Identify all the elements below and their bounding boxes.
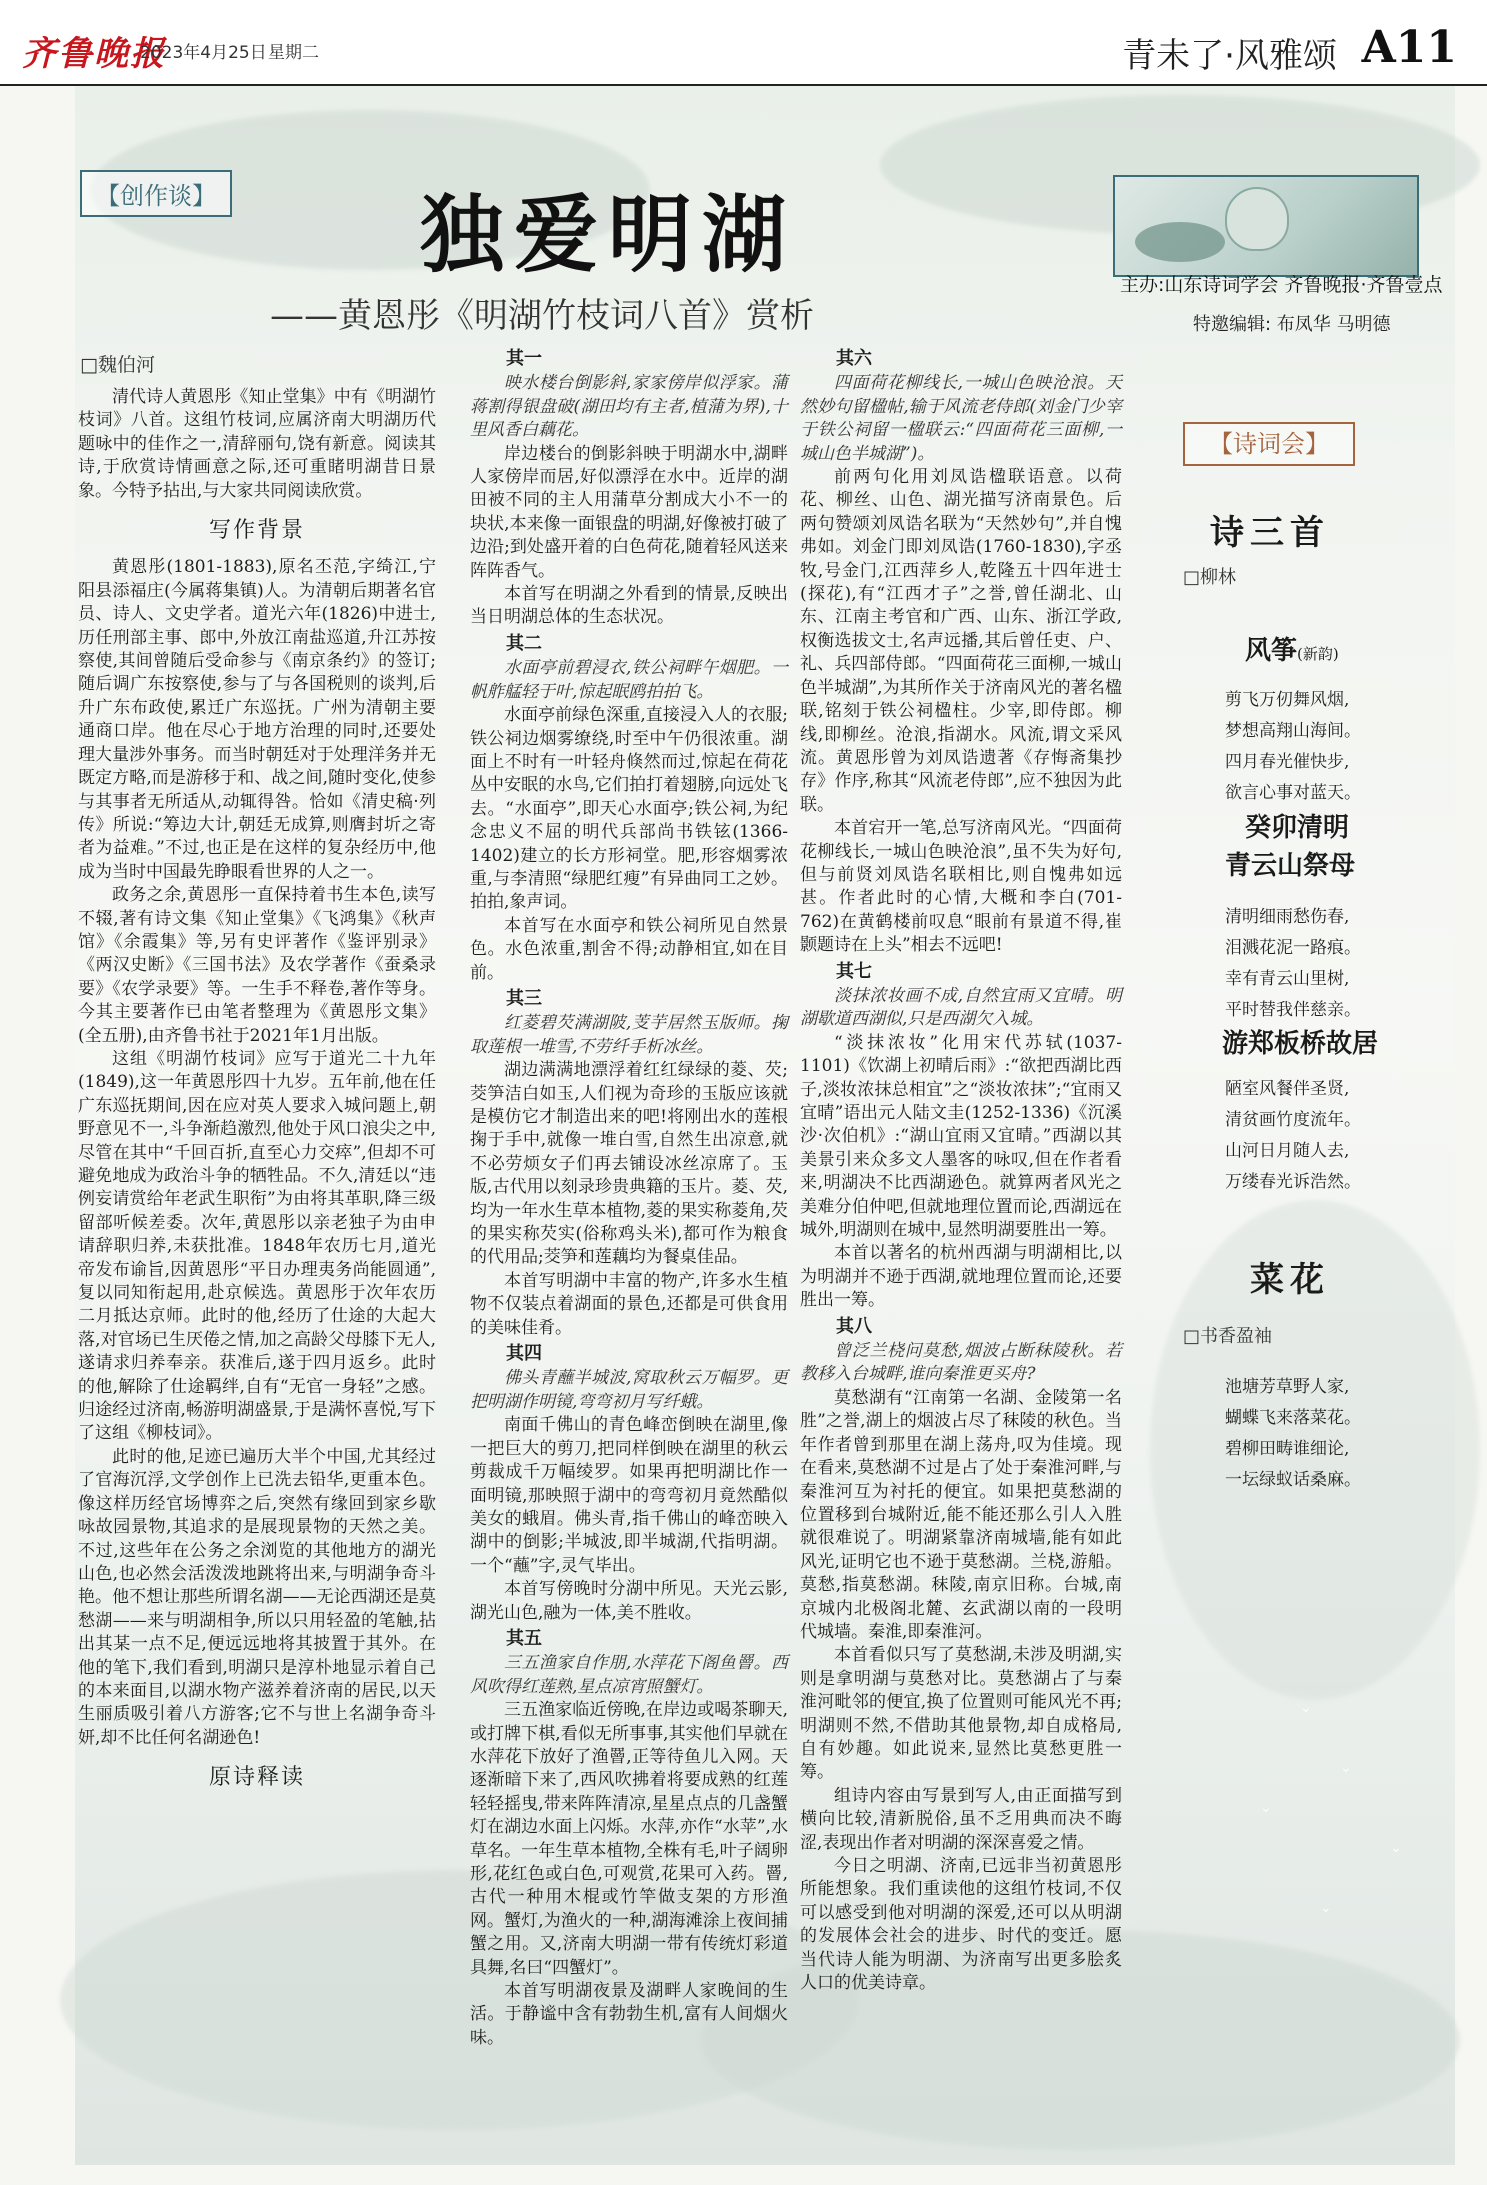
poem-line: 泪溅花泥一路痕。 <box>1225 938 1361 958</box>
paragraph: 本首以著名的杭州西湖与明湖相比,以为明湖并不逊于西湖,就地理位置而论,还要胜出一筹。 <box>800 1243 1122 1311</box>
page-number: A11 <box>1361 22 1457 73</box>
poem-number: 其五 <box>506 1627 542 1649</box>
bird-icon: ⌄ <box>1260 1800 1272 1816</box>
poem-group-author: □柳林 <box>1183 567 1237 588</box>
paragraph: 今日之明湖、济南,已远非当初黄恩彤所能想象。我们重读他的这组竹枝词,不仅可以感受到他对明湖的深爱,还可以从明湖的发展体会社会的进步、时代的变迁。愿当代诗人能为明湖、为济南写出更多脍炙人口的优美诗章。 <box>800 1856 1122 1994</box>
paragraph: 前两句化用刘凤诰楹联语意。以荷花、柳丝、山色、湖光描写济南景色。后两句赞颂刘凤诰名联为“天然妙句”,并自愧弗如。刘金门即刘凤诰(1760-1830),字丞牧,号金门,江西萍乡人,乾隆五十四年进士(探花),有“江西才子”之誉,曾任湖北、山东、江南主考官和广西、山东、浙江学政,权衡选拔文士,名声远播,其后曾任吏、户、礼、兵四部侍郎。“四面荷花三面柳,一城山色半城湖”,为其所作关于济南风光的著名楹联,铭刻于铁公祠楹柱。少宰,即侍郎。柳线,即柳丝。沧浪,指湖水。风流,谓文采风流。黄恩彤曾为刘凤诰遗著《存悔斋集抄存》作序,称其“风流老侍郎”,应不独因为此联。 <box>800 467 1122 815</box>
poem-caihua-author: □书香盈袖 <box>1183 1326 1273 1347</box>
poem-title-qingming-b: 青云山祭母 <box>1225 851 1356 881</box>
paragraph: 本首看似只写了莫愁湖,未涉及明湖,实则是拿明湖与莫愁对比。莫愁湖占了与秦淮河毗邻的便宜,换了位置则可能风光不再;明湖则不然,不借助其他景物,却自成格局,自有妙趣。如此说来,显然比莫愁更胜一筹。 <box>800 1645 1122 1783</box>
poem-number: 其八 <box>836 1315 872 1337</box>
column-tag: 【创作谈】 <box>80 170 232 217</box>
poem-line: 碧柳田畴谁细论, <box>1225 1439 1350 1459</box>
poem-line: 剪飞万仞舞风烟, <box>1225 690 1350 710</box>
paragraph: 岸边楼台的倒影斜映于明湖水中,湖畔人家傍岸而居,好似漂浮在水中。近岸的湖田被不同的主人用蒲草分割成大小不一的块状,本来像一面银盘的明湖,好像被打破了边沿;到处盛开着的白色荷花,随着轻风送来阵阵香气。 <box>470 443 788 581</box>
column-banner-image <box>1113 175 1419 277</box>
paragraph: 莫愁湖有“江南第一名湖、金陵第一名胜”之誉,湖上的烟波占尽了秣陵的秋色。当年作者曾到那里在湖上荡舟,叹为佳境。现在看来,莫愁湖不过是占了处于秦淮河畔,与秦淮河互为衬托的便宜。如果把莫愁湖的位置移到台城附近,能不能还那么引人入胜就很难说了。明湖紧靠济南城墙,能有如此风光,证明它也不逊于莫愁湖。兰桡,游船。莫愁,指莫愁湖。秣陵,南京旧称。台城,南京城内北极阁北麓、玄武湖以南的一段明代城墙。秦淮,即秦淮河。 <box>800 1387 1122 1642</box>
bird-icon: ⌄ <box>1300 1700 1312 1716</box>
poem-number: 其二 <box>506 632 542 654</box>
paragraph: 三五渔家临近傍晚,在岸边或喝茶聊天,或打牌下棋,看似无所事事,其实他们早就在水萍花下放好了渔罾,正等待鱼儿入网。天逐渐暗下来了,西风吹拂着将要成熟的红莲轻轻摇曳,带来阵阵清凉,星星点点的几盏蟹灯在湖边水面上闪烁。水萍,亦作“水苹”,水草名。一年生草本植物,全株有毛,叶子阔卵形,花红色或白色,可观赏,花果可入药。罾,古代一种用木棍或竹竿做支架的方形渔网。蟹灯,为渔火的一种,湖海滩涂上夜间捕蟹之用。又,济南大明湖一带有传统灯彩道具舞,名曰“四蟹灯”。 <box>470 1700 788 1978</box>
paragraph: 本首写在明湖之外看到的情景,反映出当日明湖总体的生态状况。 <box>470 584 788 628</box>
section-name: 青未了·风雅颂 <box>1122 36 1337 76</box>
poem-column-tag: 【诗词会】 <box>1183 422 1355 466</box>
poem-line: 清明细雨愁伤春, <box>1225 907 1350 927</box>
poem-line: 万缕春光诉浩然。 <box>1225 1172 1361 1192</box>
poem-verse: 淡抹浓妆画不成,自然宜雨又宜晴。明湖歇道西湖似,只是西湖欠入城。 <box>800 985 1122 1030</box>
poem-title-zhengbanqiao: 游郑板桥故居 <box>1222 1029 1379 1059</box>
poem-number: 其六 <box>836 348 872 369</box>
section-heading: 原诗释读 <box>208 1765 305 1791</box>
section-heading: 写作背景 <box>208 518 305 544</box>
poem-number: 其七 <box>836 960 872 982</box>
paragraph: 本首写傍晚时分湖中所见。天光云影,湖光山色,融为一体,美不胜收。 <box>470 1579 788 1623</box>
issue-date: 2023年4月25日 <box>140 43 267 63</box>
paragraph: 本首写明湖中丰富的物产,许多水生植物不仅装点着湖面的景色,还都是可供食用的美味佳肴。 <box>470 1270 788 1338</box>
paragraph: 南面千佛山的青色峰峦倒映在湖里,像一把巨大的剪刀,把同样倒映在湖里的秋云剪裁成千万幅绫罗。如果再把明湖比作一面明镜,那映照于湖中的弯弯初月竟然酷似美女的蛾眉。佛头青,指千佛山的峰峦映入湖中的倒影;半城波,即半城湖,代指明湖。一个“蘸”字,灵气毕出。 <box>470 1415 788 1576</box>
poem-verse: 曾泛兰桡问莫愁,烟波占断秣陵秋。若教移入台城畔,谁向秦淮更买舟? <box>800 1341 1122 1385</box>
poem-line: 欲言心事对蓝天。 <box>1225 783 1361 803</box>
article-column-3 <box>800 345 1122 1995</box>
poem-title-caihua: 菜花 <box>1250 1260 1330 1300</box>
poem-note: (新韵) <box>1297 645 1339 663</box>
paragraph: 这组《明湖竹枝词》应写于道光二十九年(1849),这一年黄恩彤四十九岁。五年前,他在任广东巡抚期间,因在应对英人要求入城问题上,朝野意见不一,斗争渐趋激烈,他处于风口浪尖之中,尽管在其中“千回百折,直至心力交瘁”,但却不可避免地成为政治斗争的牺牲品。不久,清廷以“违例妄请赏给年老武生职衔”为由将其革职,降三级留部听候差委。次年,黄恩彤以亲老独子为由申请辞职归养,未获批准。1848年农历七月,道光帝发布谕旨,因黄恩彤“平日办理夷务尚能圆通”,复以同知衔起用,赴京候选。黄恩彤于次年农历二月抵达京师。此时的他,经历了仕途的大起大落,对官场已生厌倦之情,加之高龄父母膝下无人,遂请求归养奉亲。获准后,遂于四月返乡。此时的他,解除了仕途羁绊,自有“无官一身轻”之感。归途经过济南,畅游明湖盛景,于是满怀喜悦,写下了这组《柳枝词》。 <box>78 1048 436 1444</box>
paragraph: 此时的他,足迹已遍历大半个中国,尤其经过了官海沉浮,文学创作上已洗去铅华,更重本色。像这样历经官场博弈之后,突然有缘回到家乡歇咏故园景物,其追求的是展现景物的天然之美。不过,这些年在公务之余浏览的其他地方的湖光山色,也必然会活泼泼地跳将出来,与明湖争奇斗艳。他不想让那些所谓名湖——无论西湖还是莫愁湖——来与明湖相争,所以只用轻盈的笔触,拈出其某一点不足,便远远地将其披置于其外。在他的笔下,我们看到,明湖只是淳朴地显示着自己的本来面目,以湖水物产滋养着济南的居民,以天生丽质吸引着八方游客;它不与世上名湖争奇斗妍,却不比任何名湖逊色! <box>78 1446 436 1748</box>
article-subtitle: ——黄恩彤《明湖竹枝词八首》赏析 <box>270 296 814 336</box>
poem-title-text: 风筝 <box>1245 636 1298 666</box>
paragraph: 黄恩彤(1801-1883),原名丕范,字绮江,宁阳县添福庄(今属蒋集镇)人。为清朝后期著名官员、诗人、文史学者。道光六年(1826)中进士,历任刑部主事、郎中,外放江南盐巡道,升江苏按察使,其间曾随后受命参与《南京条约》的签订;随后调广东按察使,参与了与各国税则的谈判,后升广东布政使,累迁广东巡抚。广州为清朝主要通商口岸。他在尽心于地方治理的同时,还要处理大量涉外事务。而当时朝廷对于处理洋务并无既定方略,而是游移于和、战之间,随时变化,使参与其事者无所适从,动辄得咎。恰如《清史稿·列传》所说:“筹边大计,朝廷无成算,则膺封圻之寄者为益难。”不过,也正是在这样的复杂经历中,他成为当时中国最先睁眼看世界的人之一。 <box>78 557 436 882</box>
poem-line: 梦想高翔山海间。 <box>1225 721 1361 741</box>
poem-verse: 映水楼台倒影斜,家家傍岸似浮家。蒲蒋割得银盘破(湖田均有主者,植蒲为界),十里风香白藕花。 <box>470 373 788 441</box>
poem-number: 其三 <box>506 987 542 1009</box>
paragraph: 清代诗人黄恩彤《知止堂集》中有《明湖竹枝词》八首。这组竹枝词,应属济南大明湖历代题咏中的佳作之一,清辞丽句,饶有新意。阅读其诗,于欣赏诗情画意之际,还可重睹明湖昔日景象。今特予拈出,与大家共同阅读欣赏。 <box>78 387 436 501</box>
poem-line: 陋室风餐伴圣贤, <box>1225 1079 1350 1099</box>
poem-line: 山河日月随人去, <box>1225 1141 1350 1161</box>
masthead-logo: 齐鲁晚报 <box>22 34 166 74</box>
paragraph: 组诗内容由写景到写人,由正面描写到横向比较,清新脱俗,虽不乏用典而决不晦涩,表现出作者对明湖的深深喜爱之情。 <box>800 1785 1122 1853</box>
poem-verse: 佛头青蘸半城波,窝取秋云万幅罗。更把明湖作明镜,弯弯初月写纤蛾。 <box>470 1368 788 1412</box>
article-column-1 <box>78 386 436 1804</box>
article-author: □魏伯河 <box>80 354 155 376</box>
poem-verse: 红菱碧芡满湖陂,芰芋居然玉版师。掬取莲根一堆雪,不劳纤手析冰丝。 <box>470 1013 788 1057</box>
bird-icon: ⌄ <box>1390 1840 1402 1856</box>
paragraph: 水面亭前绿色深重,直接浸入人的衣服;铁公祠边烟雾缭绕,时至中午仍很浓重。湖面上不时有一叶轻舟倏然而过,惊起在荷花丛中安眠的水鸟,它们拍打着翅膀,向远处飞去。“水面亭”,即天心水面亭;铁公祠,为纪念忠义不屈的明代兵部尚书铁铉(1366-1402)建立的长方形祠堂。肥,形容烟雾浓重,与李清照“绿肥红瘦”有异曲同工之妙。拍拍,象声词。 <box>470 705 788 913</box>
bird-icon: ⌄ <box>1320 1900 1332 1916</box>
poem-verse: 四面荷花柳线长,一城山色映沧浪。天然妙句留楹帖,输于风流老侍郎(刘金门少宰于铁公祠留一楹联云:“四面荷花三面柳,一城山色半城湖”)。 <box>800 373 1122 464</box>
lotus-leaf-icon <box>1135 222 1225 262</box>
poem-number: 其一 <box>506 348 542 369</box>
poem-line: 池塘芳草野人家, <box>1225 1377 1350 1397</box>
poem-verse: 三五渔家自作朋,水萍花下阁鱼罾。西风吹得红莲熟,星点凉宵照蟹灯。 <box>470 1653 788 1697</box>
bird-icon: ⌄ <box>1340 1760 1352 1776</box>
article-title: 独爱明湖 <box>420 185 797 284</box>
poem-number: 其四 <box>506 1343 542 1365</box>
poem-line: 蝴蝶飞来落菜花。 <box>1225 1408 1361 1428</box>
poem-title-kite <box>1245 630 1339 667</box>
poem-line: 幸有青云山里树, <box>1225 969 1350 989</box>
poem-line: 平时替我伴慈亲。 <box>1225 1000 1361 1020</box>
poem-line: 四月春光催快步, <box>1225 752 1350 772</box>
paragraph: 湖边满满地漂浮着红红绿绿的菱、芡;茭笋洁白如玉,人们视为奇珍的玉版应该就是模仿它才制造出来的吧!将刚出水的莲根掬于手中,就像一堆白雪,自然生出凉意,就不必劳烦女子们再去铺设冰丝凉席了。玉版,古代用以刻录珍贵典籍的玉片。菱、芡,均为一年水生草本植物,菱的果实称菱角,芡的果实称芡实(俗称鸡头米),都可作为粮食的代用品;茭笋和莲藕均为餐桌佳品。 <box>470 1060 788 1268</box>
paragraph: 本首宕开一笔,总写济南风光。“四面荷花柳线长,一城山色映沧浪”,虽不失为好句,但与前贤刘凤诰名联相比,则自愧弗如远甚。作者此时的心情,大概和李白(701-762)在黄鹤楼前叹息“眼前有景道不得,崔颢题诗在上头”相去不远吧! <box>800 818 1122 956</box>
poem-group-title: 诗三首 <box>1210 513 1330 553</box>
poem-title-qingming-a: 癸卯清明 <box>1245 813 1350 843</box>
poem-line: 一坛绿蚁话桑麻。 <box>1225 1470 1361 1490</box>
page-header <box>0 0 1487 86</box>
paragraph: 本首写明湖夜景及湖畔人家晚间的生活。于静谧中含有勃勃生机,富有人间烟火味。 <box>470 1981 788 2048</box>
paragraph: 本首写在水面亭和铁公祠所见自然景色。水色浓重,割舍不得;动静相宜,如在目前。 <box>470 915 788 983</box>
editors-line: 特邀编辑: 布凤华 马明德 <box>1193 314 1391 335</box>
article-column-2 <box>470 345 788 2050</box>
paragraph: 政务之余,黄恩彤一直保持着书生本色,读写不辍,著有诗文集《知止堂集》《飞鸿集》《秋声馆》《余霞集》等,另有史评著作《鉴评别录》《两汉史断》《三国书法》及农学著作《蚕桑录要》《农学录要》等。一生手不释卷,著作等身。今其主要著作已由笔者整理为《黄恩彤文集》(全五册),由齐鲁书社于2021年1月出版。 <box>78 885 436 1046</box>
poem-line: 清贫画竹度流年。 <box>1225 1110 1361 1130</box>
paragraph: “淡抹浓妆”化用宋代苏轼(1037-1101)《饮湖上初晴后雨》:“欲把西湖比西子,淡妆浓抹总相宜”之“淡妆浓抹”;“宜雨又宜晴”语出元人陆文圭(1252-1336)《沉溪沙·次伯机》:“湖山宜雨又宜晴。”西湖以其美景引来众多文人墨客的咏叹,但在作者看来,明湖决不比西湖逊色。就算两者风光之美难分伯仲吧,但就地理位置而论,西湖远在城外,明湖则在城中,显然明湖要胜出一筹。 <box>800 1032 1122 1241</box>
lotus-flower-icon <box>1225 187 1289 251</box>
poem-verse: 水面亭前碧浸衣,铁公祠畔午烟肥。一帆舴艋轻于叶,惊起眠鸥拍拍飞。 <box>470 658 788 702</box>
sponsor-line: 主办:山东诗词学会 齐鲁晚报·齐鲁壹点 <box>1120 274 1443 296</box>
issue-weekday: 星期二 <box>268 43 319 63</box>
